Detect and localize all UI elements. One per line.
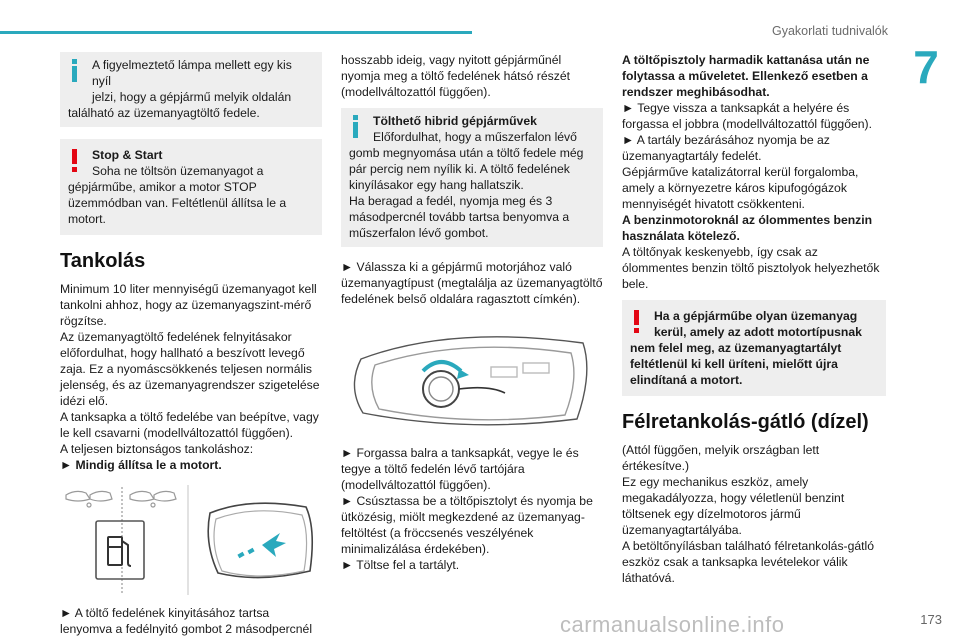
section-title: Gyakorlati tudnivalók (771, 24, 888, 38)
note-text: Ha a gépjárműbe olyan üzemanyag (654, 309, 858, 323)
instruction: ► A töltő fedelének kinyitásához tartsa lenyomva a fedélnyitó gombot 2 másodpercnél (60, 606, 313, 636)
note-text: gomb megnyomása után a töltő fedele még pár percig nem nyílik ki. A töltő fedelének kinyílásakor egy hang hallatszik. (349, 146, 584, 192)
warning-text: A töltőpisztoly harmadik kattanása után ne folytassa a műveletet. Ellenkező esetben a rendszer meghibásodhat. (622, 53, 870, 99)
instruction: ► Töltse fel a tartályt. (341, 558, 460, 572)
column-2 (341, 52, 603, 573)
section-heading: Félretankolás-gátló (dízel) (622, 411, 869, 433)
note-text: A figyelmeztető lámpa mellett egy kis nyíl (92, 58, 292, 88)
paragraph: A betöltőnyílásban található félretankolás-gátló eszköz csak a tanksapka levételekor válik láthatóvá. (622, 539, 875, 585)
paragraph: A tanksapka a töltő fedelébe van beépítve, vagy le kell csavarni (modellváltozattól függően). (60, 410, 319, 440)
paragraph: hosszabb ideig, vagy nyitott gépjárműnél nyomja meg a töltő fedelének hátsó részét (modellváltozattól függően). (341, 53, 570, 99)
section-heading: Tankolás (60, 250, 146, 272)
note-text: kerül, amely az adott motortípusnak (654, 325, 862, 339)
header-accent-bar (0, 31, 472, 34)
fuel-flap-button-illustration (60, 483, 322, 595)
info-icon (351, 115, 361, 139)
note-text: jelzi, hogy a gépjármű melyik oldalán (92, 90, 292, 104)
note-text: található az üzemanyagtöltő fedele. (68, 106, 260, 120)
paragraph: (Attól függően, melyik országban lett értékesítve.) (622, 443, 820, 473)
warning-note (60, 139, 322, 235)
instruction: ► Forgassa balra a tanksapkát, vegye le és tegye a töltő fedelén lévő tartójára (modellváltozattól függően). (341, 446, 579, 492)
warning-note (622, 300, 886, 396)
paragraph: Minimum 10 liter mennyiségű üzemanyagot kell tankolni ahhoz, hogy az üzemanyagszint-mérő rögzítse. (60, 282, 317, 328)
note-text: gépjárműbe, amikor a motor STOP üzemmódban van. Feltétlenül állítsa le a motort. (68, 180, 287, 226)
warning-icon (70, 149, 80, 173)
note-text: nem felel meg, az üzemanyagtartályt feltétlenül ki kell üríteni, mielőtt újra elindítaná a motort. (630, 341, 842, 387)
info-note (60, 52, 322, 127)
instruction: ► Tegye vissza a tanksapkát a helyére és forgassa el jobbra (modellváltozattól függően). (622, 101, 872, 131)
dashboard-button-drawing (60, 483, 322, 595)
paragraph: Az üzemanyagtöltő fedelének felnyitásakor előfordulhat, hogy hallható a beszívott levegő zaja. Ez a nyomáscsökkenés teljesen normális jelenség, és az üzemanyagrendszer szigetelése idézi elő. (60, 330, 320, 408)
paragraph: A teljesen biztonságos tankoláshoz: (60, 442, 254, 456)
paragraph: Gépjárműve katalizátorral kerül forgalomba, amely a környezetre káros kipufogógázok mennyiségét hivatott csökkenteni. (622, 165, 859, 211)
fuel-cap-drawing (341, 317, 603, 435)
note-text: Ha beragad a fedél, nyomja meg és 3 másodpercnél tovább tartsa benyomva a műszerfalon lévő gombot. (349, 194, 570, 240)
column-3 (622, 52, 886, 586)
warning-icon (632, 310, 642, 334)
paragraph: A benzinmotoroknál az ólommentes benzin használata kötelező. (622, 213, 873, 243)
column-1 (60, 52, 322, 637)
instruction: ► Válassza ki a gépjármű motorjához való üzemanyagtípust (megtalálja az üzemanyagtöltő fedelének belső oldalára ragasztott címkén). (341, 260, 603, 306)
info-icon (70, 59, 80, 83)
note-text: Előfordulhat, hogy a műszerfalon lévő (373, 130, 577, 144)
note-text: Soha ne töltsön üzemanyagot a (92, 164, 264, 178)
info-note (341, 108, 603, 247)
note-title: Tölthető hibrid gépjárművek (373, 114, 537, 128)
instruction: ► Csúsztassa be a töltőpisztolyt és nyomja be ütközésig, miölt megkezdené az üzemanyag-feltöltést (a fröccsenés veszélyének minimalizálása érdekében). (341, 494, 593, 556)
chapter-number: 7 (913, 41, 939, 93)
paragraph: Ez egy mechanikus eszköz, amely megakadályozza, hogy véletlenül benzint töltsenek egy dízelmotoros jármű üzemanyagtartályába. (622, 475, 845, 537)
page-number: 173 (920, 612, 942, 627)
instruction: ► Mindig állítsa le a motort. (60, 458, 222, 472)
instruction: ► A tartály bezárásához nyomja be az üzemanyagtartály fedelét. (622, 133, 830, 163)
watermark: carmanualsonline.info (560, 612, 785, 637)
note-title: Stop & Start (92, 148, 163, 162)
paragraph: A töltőnyak keskenyebb, így csak az ólommentes benzin töltő pisztolyok helyezhetők bele. (622, 245, 880, 291)
fuel-cap-illustration (341, 317, 603, 435)
